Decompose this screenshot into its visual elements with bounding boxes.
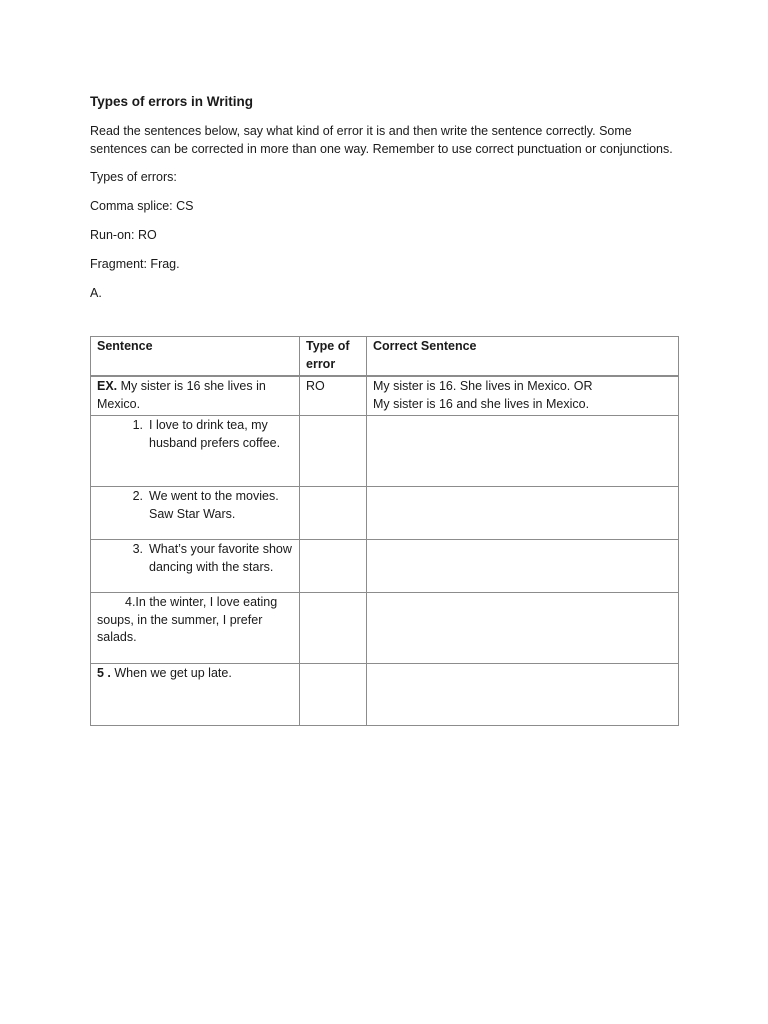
table-header-row [91,337,679,377]
example-prefix: EX. [97,379,118,393]
correct-answer-cell[interactable] [367,593,679,664]
sentence-cell [91,664,300,726]
sentence-cell [91,540,300,593]
item-sentence: What’s your favorite show dancing with the stars. [149,542,292,574]
item-number: 5 . [97,666,111,680]
correct-answer-cell[interactable] [367,416,679,487]
type-answer-cell[interactable] [300,487,367,540]
header-correct-sentence: Correct Sentence [367,337,679,377]
table-row [91,540,679,593]
sentence-cell [91,416,300,487]
table-row-example [91,376,679,416]
document-body [90,92,680,313]
table-row [91,664,679,726]
type-answer-cell[interactable] [300,416,367,487]
table-row [91,416,679,487]
example-sentence-cell [91,376,300,416]
header-sentence: Sentence [91,337,300,377]
table-row [91,487,679,540]
item-sentence: We went to the movies. Saw Star Wars. [149,489,279,521]
section-label: A. [90,286,102,300]
header-type-of-error: Type of error [300,337,367,377]
example-correct-cell [367,376,679,416]
item-sentence: When we get up late. [110,666,232,680]
document-title: Types of errors in Writing [90,94,254,109]
error-type-run-on: Run-on: RO [90,228,157,242]
error-type-comma-splice: Comma splice: CS [90,199,194,213]
example-correct-line-2: My sister is 16 and she lives in Mexico. [373,396,590,411]
correct-answer-cell[interactable] [367,540,679,593]
correct-answer-cell[interactable] [367,487,679,540]
errors-table [90,336,679,726]
correct-answer-cell[interactable] [367,664,679,726]
item-sentence: I love to drink tea, my husband prefers coffee. [149,418,281,450]
table-row [91,593,679,664]
instructions-paragraph: Read the sentences below, say what kind of error it is and then write the sentence correctly. Some sentences can be corrected in more than one way. Remember to use correct punctuation or conjunctions. [90,124,673,156]
type-answer-cell[interactable] [300,593,367,664]
types-heading: Types of errors: [90,170,177,184]
type-answer-cell[interactable] [300,664,367,726]
error-type-fragment: Fragment: Frag. [90,257,180,271]
item-number: 3. [132,542,143,556]
example-type-cell: RO [300,376,367,416]
item-number: 2. [132,489,143,503]
item-sentence: 4.In the winter, I love eating soups, in the summer, I prefer salads. [97,595,278,644]
sentence-cell [91,593,300,664]
sentence-cell [91,487,300,540]
example-sentence: My sister is 16 she lives in Mexico. [97,379,266,411]
item-number: 1. [132,418,143,432]
type-answer-cell[interactable] [300,540,367,593]
example-correct-line-1: My sister is 16. She lives in Mexico. OR [373,379,593,393]
